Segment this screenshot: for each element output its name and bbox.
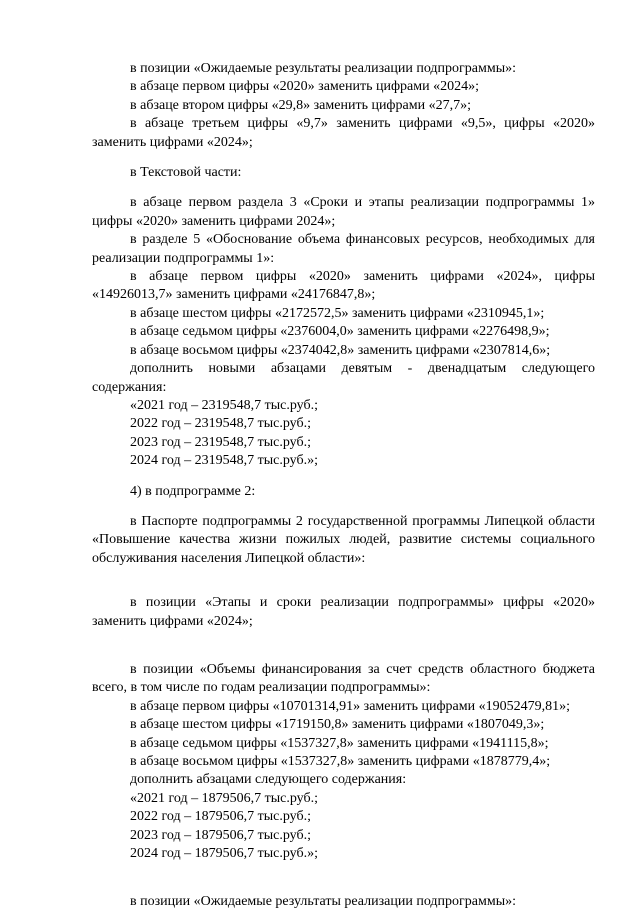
paragraph: в абзаце восьмом цифры «2374042,8» заменить цифрами «2307814,6»; [130,342,551,358]
list-item: 2024 год – 2319548,7 тыс.руб.»; [130,453,318,469]
paragraph: дополнить новыми абзацами девятым - двенадцатым следующего содержания: [92,361,595,395]
document-page [92,60,595,912]
paragraph: в позиции «Этапы и сроки реализации подпрограммы» цифры «2020» заменить цифрами «2024»; [92,595,595,629]
paragraph: в абзаце втором цифры «29,8» заменить цифрами «27,7»; [130,97,471,113]
paragraph: в абзаце третьем цифры «9,7» заменить цифрами «9,5», цифры «2020» заменить цифрами «2024»; [92,116,595,150]
paragraph: в абзаце первом цифры «2020» заменить цифрами «2024», цифры «14926013,7» заменить цифрами «24176847,8»; [92,269,595,303]
list-item: 2022 год – 2319548,7 тыс.руб.; [130,416,311,432]
list-item: 2023 год – 2319548,7 тыс.руб.; [130,434,311,450]
paragraph: в абзаце первом цифры «10701314,91» заменить цифрами «19052479,81»; [130,698,570,714]
list-item: «2021 год – 2319548,7 тыс.руб.; [130,397,318,413]
paragraph: в абзаце шестом цифры «2172572,5» заменить цифрами «2310945,1»; [130,305,545,321]
section-heading: 4) в подпрограмме 2: [130,483,256,499]
paragraph: в Текстовой части: [130,165,242,181]
paragraph: в позиции «Ожидаемые результаты реализации подпрограммы»: [130,61,517,76]
paragraph: дополнить абзацами следующего содержания: [130,772,407,788]
paragraph: в позиции «Объемы финансирования за счет средств областного бюджета всего, в том числе по годам реализации подпрограммы»: [92,661,595,696]
list-item: 2022 год – 1879506,7 тыс.руб.; [130,809,311,825]
list-item: «2021 год – 1879506,7 тыс.руб.; [130,790,318,806]
paragraph: в абзаце первом раздела 3 «Сроки и этапы реализации подпрограммы 1» цифры «2020» заменить цифрами 2024»; [92,195,595,229]
paragraph: в абзаце седьмом цифры «1537327,8» заменить цифрами «1941115,8»; [130,735,549,751]
list-item: 2023 год – 1879506,7 тыс.руб.; [130,827,311,843]
paragraph: в позиции «Ожидаемые результаты реализации подпрограммы»: [130,894,517,910]
paragraph: в абзаце первом цифры «2020» заменить цифрами «2024»; [130,79,479,95]
paragraph: в разделе 5 «Обоснование объема финансовых ресурсов, необходимых для реализации подпрограммы 1»: [92,232,595,266]
paragraph: в Паспорте подпрограммы 2 государственной программы Липецкой области «Повышение качества жизни пожилых людей, развитие системы социального обслуживания населения Липецкой области»: [92,513,595,566]
list-item: 2024 год – 1879506,7 тыс.руб.»; [130,846,318,862]
paragraph: в абзаце седьмом цифры «2376004,0» заменить цифрами «2276498,9»; [130,324,550,340]
paragraph: в абзаце шестом цифры «1719150,8» заменить цифрами «1807049,3»; [130,717,545,733]
paragraph: в абзаце восьмом цифры «1537327,8» заменить цифрами «1878779,4»; [130,754,551,769]
